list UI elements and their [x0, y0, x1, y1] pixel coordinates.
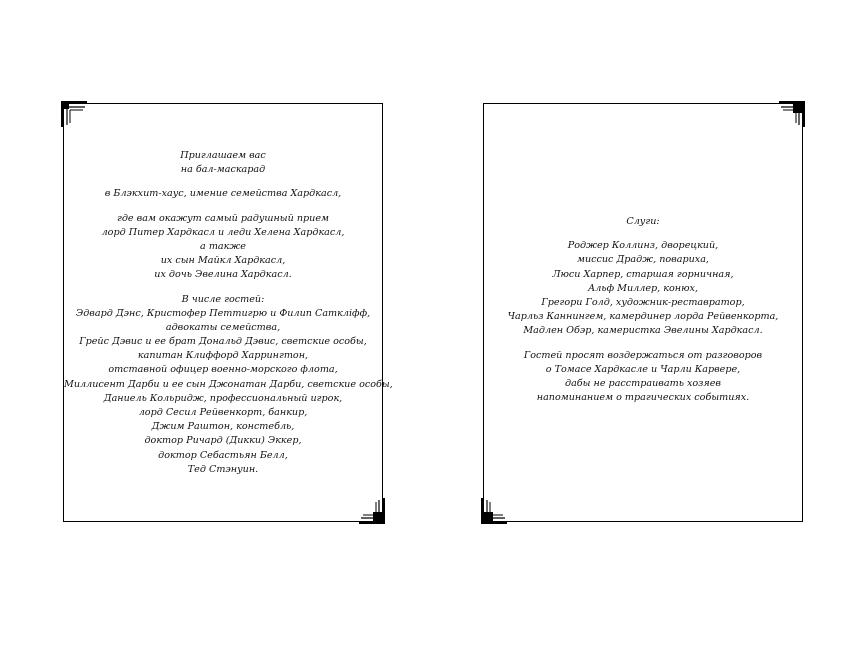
- text-line: о Томасе Хардкасле и Чарли Карвере,: [545, 363, 741, 375]
- text-line: Чарльз Каннингем, камердинер лорда Рейвенкорта,: [507, 311, 779, 323]
- text-line: Альф Миллер, конюх,: [587, 282, 699, 294]
- paragraph-gap: [64, 283, 382, 293]
- text-line: Грейс Дэвис и ее брат Дональд Дэвис, светские особы,: [79, 336, 367, 348]
- text-line: доктор Себастьян Белл,: [158, 449, 288, 461]
- corner-ornament-icon: [779, 101, 805, 127]
- text-line: Грегори Голд, художник-реставратор,: [541, 296, 745, 308]
- text-line: доктор Ричард (Дикки) Эккер,: [144, 435, 302, 447]
- text-line: дабы не расстраивать хозяев: [564, 377, 721, 389]
- text-line: их сын Майкл Хардкасл,: [160, 255, 286, 267]
- text-line: Слуги:: [626, 216, 660, 227]
- text-line: Люси Харпер, старшая горничная,: [552, 268, 734, 280]
- invitation-card-right: [483, 103, 803, 522]
- paragraph-gap: [484, 229, 802, 239]
- text-line: Даниель Кольридж, профессиональный игрок,: [103, 392, 343, 404]
- text-line: лорд Сесил Рейвенкорт, банкир,: [138, 407, 308, 418]
- text-line: где вам окажут самый радушный прием: [117, 212, 329, 224]
- text-line: Миллисент Дарби и ее сын Джонатан Дарби, светские особы,: [64, 378, 393, 390]
- text-line: на бал-маскарад: [180, 164, 266, 176]
- text-line: отставной офицер военно-морского флота,: [108, 364, 338, 376]
- left-invitation-text: [64, 149, 393, 477]
- invitation-card-left: [63, 103, 393, 522]
- text-line: миссис Драдж, повариха,: [577, 254, 709, 266]
- paragraph-gap: [484, 339, 802, 349]
- text-line: их дочь Эвелина Хардкасл.: [154, 269, 292, 281]
- corner-ornament-icon: [359, 498, 385, 524]
- text-line: В числе гостей:: [181, 293, 265, 305]
- text-line: в Блэкхит-хаус, имение семейства Хардкасл,: [104, 188, 342, 200]
- text-line: Эдвард Дэнс, Кристофер Петтигрю и Филип Саткліфф,: [75, 307, 371, 319]
- text-line: а также: [200, 240, 246, 252]
- text-line: напоминанием о трагических событиях.: [536, 392, 750, 404]
- right-servants-text: [484, 215, 802, 405]
- text-line: Приглашаем вас: [180, 150, 266, 161]
- text-line: Роджер Коллинз, дворецкий,: [567, 240, 719, 252]
- paragraph-gap: [64, 202, 382, 212]
- text-line: лорд Питер Хардкасл и леди Хелена Хардкасл,: [101, 226, 345, 238]
- corner-ornament-icon: [481, 498, 507, 524]
- text-line: Гостей просят воздержаться от разговоров: [523, 349, 763, 361]
- text-line: Тед Стэнуин.: [187, 463, 259, 475]
- corner-ornament-icon: [61, 101, 87, 127]
- text-line: адвокаты семейства,: [165, 321, 281, 333]
- text-line: Мадлен Обэр, камеристка Эвелины Хардкасл.: [523, 325, 763, 337]
- text-line: Джим Раштон, констебль,: [151, 421, 295, 433]
- paragraph-gap: [64, 177, 382, 187]
- text-line: капитан Клиффорд Харрингтон,: [137, 350, 309, 362]
